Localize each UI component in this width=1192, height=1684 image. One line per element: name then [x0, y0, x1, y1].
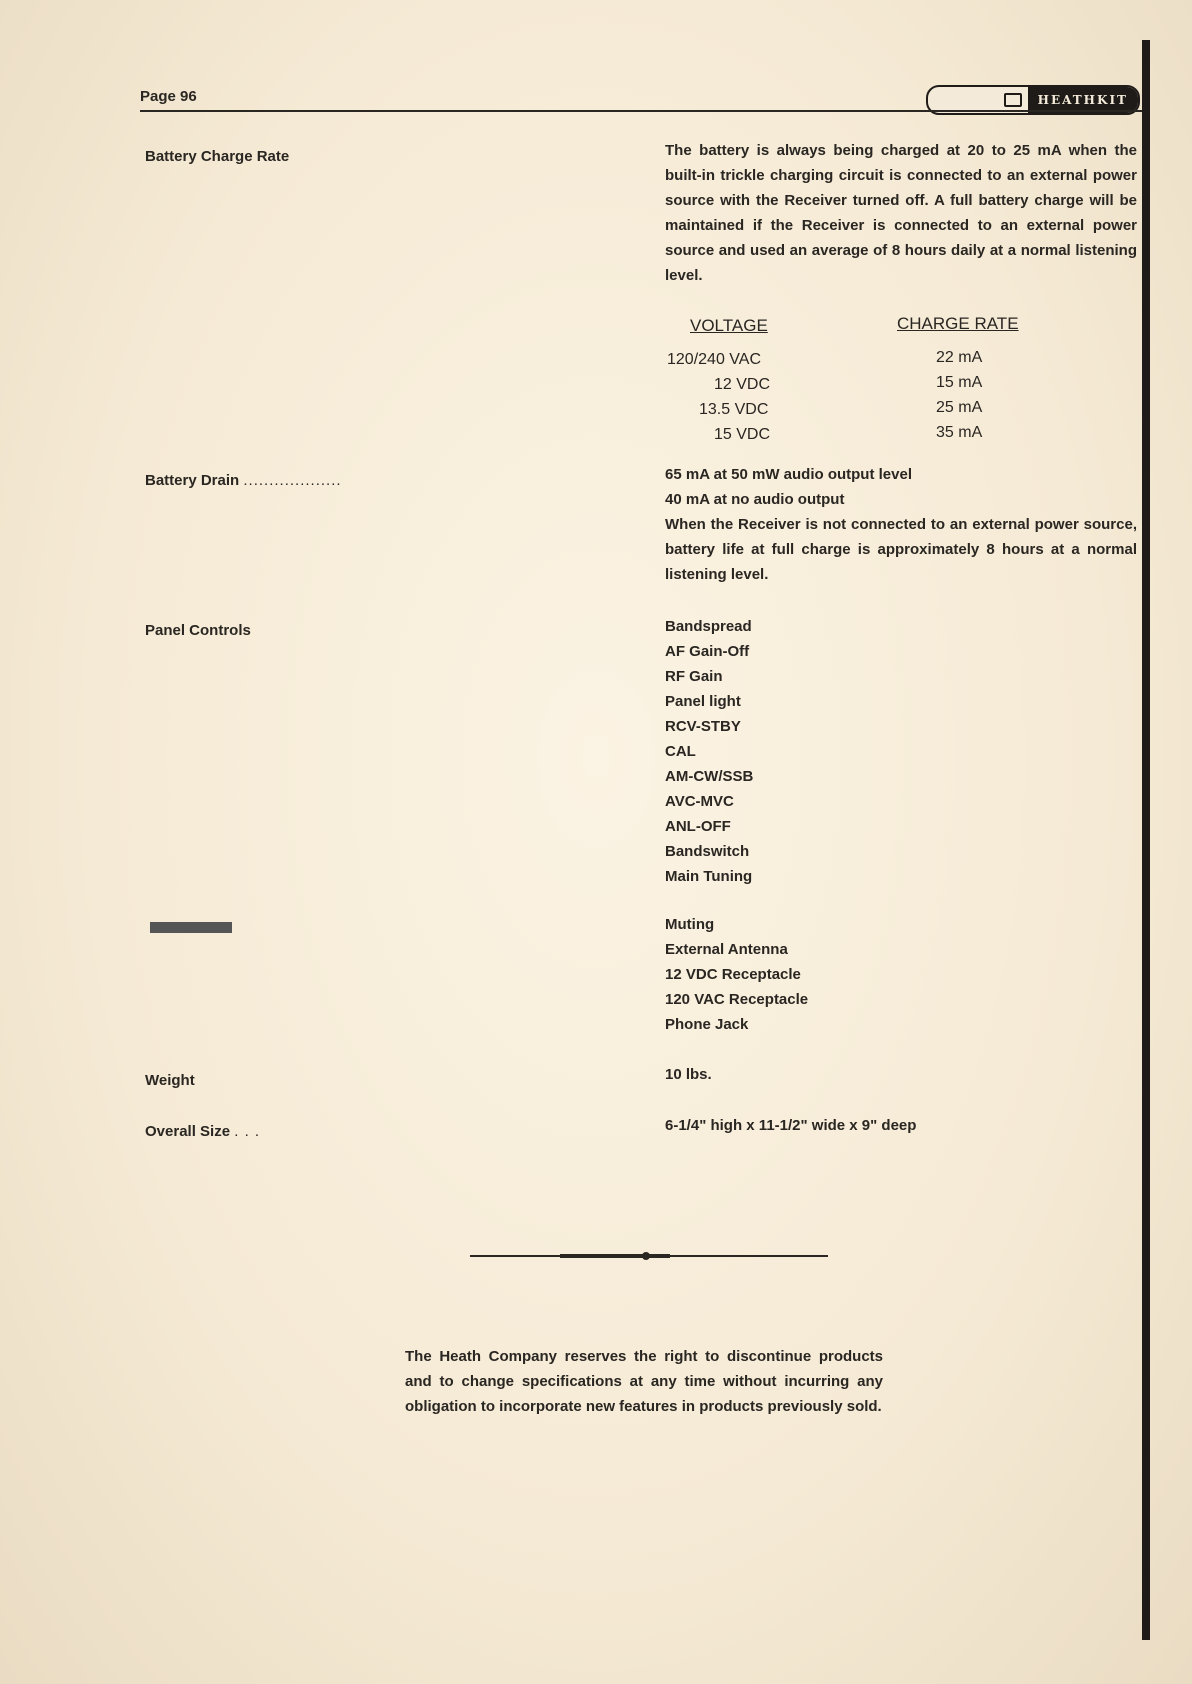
page-number: Page 96 — [140, 88, 197, 105]
list-item: AVC-MVC — [665, 793, 734, 810]
panel-controls-list — [665, 614, 1137, 889]
list-item: Main Tuning — [665, 868, 753, 885]
weight-value: 10 lbs. — [665, 1066, 712, 1083]
battery-drain-label-text: Battery Drain — [145, 472, 240, 489]
list-item: RCV-STBY — [665, 718, 741, 735]
list-item: Muting — [665, 916, 715, 933]
voltage-cell: 15 VDC — [714, 426, 771, 443]
battery-charge-description: The battery is always being charged at 20 to 25 mA when the built-in trickle charging circuit is connected to an external power source with the Receiver turned off. A full battery charge will be maintained if the Receiver is connected to an external power source and used an average of 8 hours daily at a normal listening level. — [665, 142, 1137, 284]
list-item: RF Gain — [665, 668, 723, 685]
rear-panel-list — [665, 912, 1137, 1037]
rate-cell: 22 mA — [936, 349, 983, 366]
panel-controls-label: Panel Controls — [145, 622, 251, 639]
rate-cell: 35 mA — [936, 424, 983, 441]
list-item: External Antenna — [665, 941, 788, 958]
list-item: Bandspread — [665, 618, 752, 635]
battery-drain-line: 65 mA at 50 mW audio output level — [665, 466, 912, 483]
list-item: Bandswitch — [665, 843, 750, 860]
list-item: CAL — [665, 743, 696, 760]
list-item: Phone Jack — [665, 1016, 749, 1033]
weight-label: Weight — [145, 1072, 195, 1089]
list-item: Panel light — [665, 693, 741, 710]
charge-rate-header: CHARGE RATE — [897, 314, 1019, 333]
logo-mark-icon — [1004, 93, 1022, 107]
battery-drain-value — [665, 462, 1137, 587]
voltage-cell: 13.5 VDC — [699, 401, 769, 418]
voltage-cell: 12 VDC — [714, 376, 771, 393]
battery-drain-line: 40 mA at no audio output — [665, 491, 845, 508]
leader-dots: . . . — [234, 1123, 261, 1140]
header-rule — [140, 110, 1142, 112]
section-divider-dot — [642, 1252, 650, 1260]
overall-size-value: 6-1/4" high x 11-1/2" wide x 9" deep — [665, 1117, 917, 1134]
overall-size-label-text: Overall Size — [145, 1123, 231, 1140]
voltage-cell: 120/240 VAC — [667, 351, 761, 368]
section-divider-bold — [560, 1254, 670, 1258]
footer-note: The Heath Company reserves the right to discontinue products and to change specifications at any time without incurring any obligation to incorporate new features in products previously sold. — [405, 1348, 883, 1415]
list-item: ANL-OFF — [665, 818, 731, 835]
battery-charge-rate-label: Battery Charge Rate — [145, 148, 290, 165]
leader-dots: ................... — [243, 472, 342, 489]
battery-charge-rate-value — [665, 138, 1137, 288]
voltage-header: VOLTAGE — [690, 316, 768, 335]
obscured-label — [150, 922, 232, 933]
list-item: AM-CW/SSB — [665, 768, 754, 785]
rate-cell: 25 mA — [936, 399, 983, 416]
battery-drain-note: When the Receiver is not connected to an external power source, battery life at full charge is approximately 8 hours at a normal listening level. — [665, 516, 1137, 583]
list-item: AF Gain-Off — [665, 643, 750, 660]
overall-size-label — [145, 1123, 260, 1140]
battery-drain-label — [145, 472, 342, 489]
list-item: 12 VDC Receptacle — [665, 966, 801, 983]
list-item: 120 VAC Receptacle — [665, 991, 809, 1008]
page-edge-shadow — [1142, 40, 1150, 1640]
logo-text: HEATHKIT — [1028, 87, 1138, 113]
rate-cell: 15 mA — [936, 374, 983, 391]
